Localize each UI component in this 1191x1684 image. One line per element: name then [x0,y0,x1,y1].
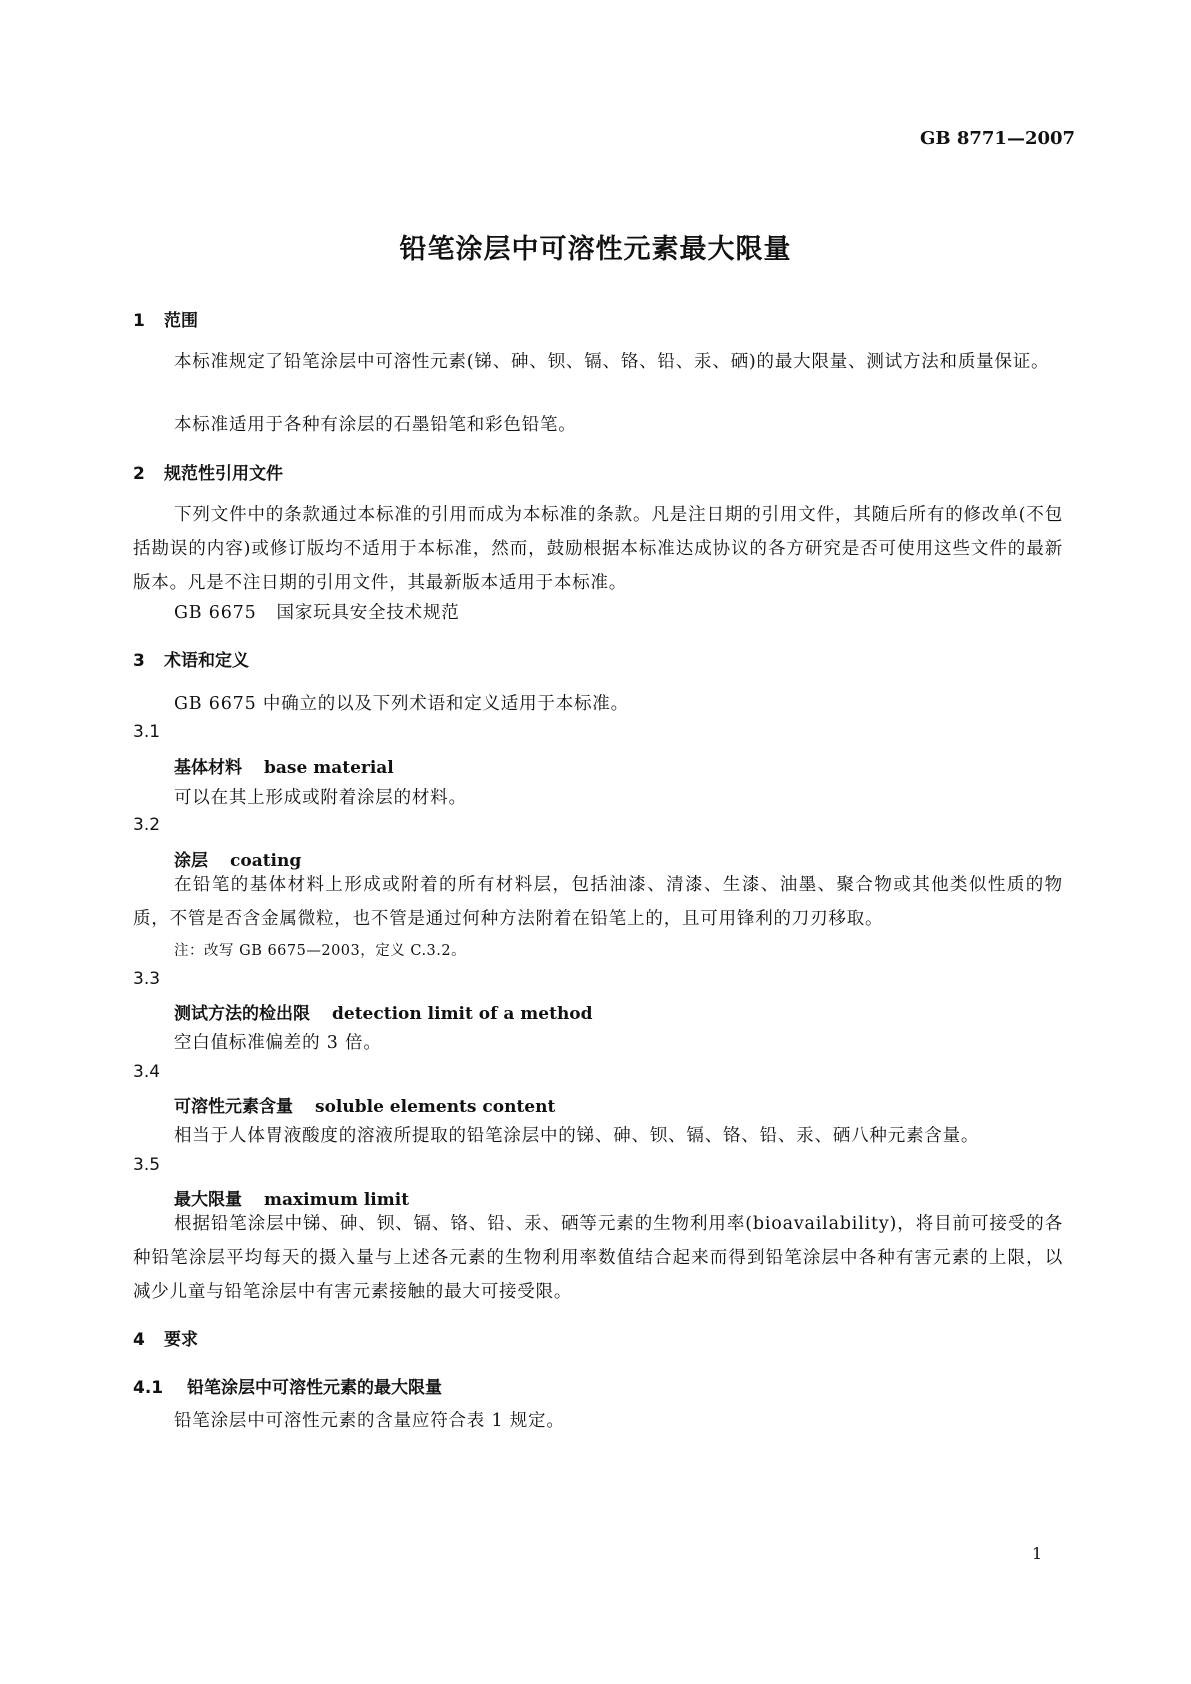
clause-number: 3.2 [133,815,161,835]
reference-title: 国家玩具安全技术规范 [276,603,460,623]
clause-number: 3.1 [133,722,161,742]
term-definition: 可以在其上形成或附着涂层的材料。 [174,788,467,808]
term-english: coating [230,851,302,871]
section-2-heading [133,459,283,484]
subsection-4-1-heading [133,1373,442,1398]
subsection-number: 4.1 [133,1378,164,1398]
term-heading [174,753,394,778]
section-1-heading [133,306,198,331]
term-chinese: 基体材料 [174,758,242,778]
subsection-title: 铅笔涂层中可溶性元素的最大限量 [187,1378,442,1398]
section-4-heading [133,1325,198,1350]
section-2-paragraph: 下列文件中的条款通过本标准的引用而成为本标准的条款。凡是注日期的引用文件，其随后所有的修改单(不包括勘误的内容)或修订版均不适用于本标准，然而，鼓励根据本标准达成协议的各方研究是否可使用这些文件的最新版本。凡是不注日期的引用文件，其最新版本适用于本标准。 [133,505,1063,593]
section-number: 3 [133,651,145,671]
section-1-paragraph-1: 本标准规定了铅笔涂层中可溶性元素(锑、砷、钡、镉、铬、铅、汞、硒)的最大限量、测试方法和质量保证。 [174,352,1050,372]
section-number: 1 [133,311,145,331]
section-title: 范围 [164,311,198,331]
term-definition: 相当于人体胃液酸度的溶液所提取的铅笔涂层中的锑、砷、钡、镉、铬、铅、汞、硒八种元素含量。 [174,1126,980,1146]
clause-number: 3.3 [133,969,161,989]
section-number: 4 [133,1330,145,1350]
section-1-paragraph-2: 本标准适用于各种有涂层的石墨铅笔和彩色铅笔。 [174,415,577,435]
term-chinese: 涂层 [174,851,208,871]
page-number: 1 [1032,1544,1043,1563]
reference-code: GB 6675 [174,603,257,623]
clause-number: 3.4 [133,1062,161,1082]
term-chinese: 最大限量 [174,1190,242,1210]
section-number: 2 [133,464,145,484]
section-3-heading [133,646,249,671]
term-english: detection limit of a method [332,1004,593,1024]
normative-reference [174,599,460,624]
subsection-4-1-text: 铅笔涂层中可溶性元素的含量应符合表 1 规定。 [174,1411,565,1431]
section-title: 规范性引用文件 [164,464,283,484]
section-title: 术语和定义 [164,651,249,671]
term-definition: 空白值标准偏差的 3 倍。 [174,1033,382,1053]
clause-number: 3.5 [133,1155,161,1175]
section-title: 要求 [164,1330,198,1350]
term-english: soluble elements content [315,1097,556,1117]
document-title: 铅笔涂层中可溶性元素最大限量 [399,234,792,265]
term-english: base material [264,758,394,778]
section-3-intro: GB 6675 中确立的以及下列术语和定义适用于本标准。 [174,694,629,714]
term-heading [174,1092,555,1117]
term-heading [174,999,593,1024]
term-definition: 根据铅笔涂层中锑、砷、钡、镉、铬、铅、汞、硒等元素的生物利用率(bioavailability)，将目前可接受的各种铅笔涂层平均每天的摄入量与上述各元素的生物利用率数值结合起来而得到铅笔涂层中各种有害元素的上限，以减少儿童与铅笔涂层中有害元素接触的最大可接受限。 [133,1214,1063,1302]
term-chinese: 可溶性元素含量 [174,1097,293,1117]
standard-code: GB 8771—2007 [920,128,1076,149]
term-english: maximum limit [264,1190,410,1210]
term-note: 注：改写 GB 6675—2003，定义 C.3.2。 [174,943,467,959]
term-chinese: 测试方法的检出限 [174,1004,310,1024]
term-definition: 在铅笔的基体材料上形成或附着的所有材料层，包括油漆、清漆、生漆、油墨、聚合物或其他类似性质的物质，不管是否含金属微粒，也不管是通过何种方法附着在铅笔上的，且可用锋利的刀刃移取。 [133,875,1063,929]
